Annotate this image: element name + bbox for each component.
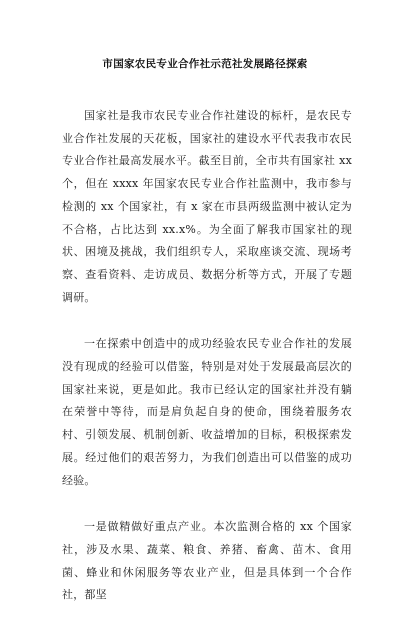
paragraph-industry: 一是做精做好重点产业。本次监测合格的 xx 个国家社，涉及水果、蔬菜、粮食、养猪、畜禽、苗木、食用菌、蜂业和休闲服务等农业产业，但是具体到一个合作社，都坚	[62, 520, 352, 602]
document-title: 市国家农民专业合作社示范社发展路径探索	[102, 58, 308, 70]
document-body	[62, 105, 352, 631]
paragraph-experience: 一在探索中创造中的成功经验农民专业合作社的发展没有现成的经验可以借鉴，特别是对处于发展最高层次的国家社来说，更是如此。我市已经认定的国家社并没有躺在荣誉中等待，而是肩负起自身的使命，围绕着服务农村、引领发展、机制创新、收益增加的目标，积极探索发展。经过他们的艰苦努力，为我们创造出可以借鉴的成功经验。	[62, 337, 352, 487]
paragraph-intro: 国家社是我市农民专业合作社建设的标杆，是农民专业合作社发展的天花板，国家社的建设水平代表我市农民专业合作社最高发展水平。截至目前，全市共有国家社 xx 个，但在 xxxx 年国家农民专业合作社监测中，我市参与检测的 xx 个国家社，有 x 家在市县两级监测中被认定为不合格，占比达到 xx.x%。为全面了解我市国家社的现状、困境及挑战，我们组织专人，采取座谈交流、现场考察、查看资料、走访成员、数据分析等方式，开展了专题调研。	[62, 109, 352, 304]
